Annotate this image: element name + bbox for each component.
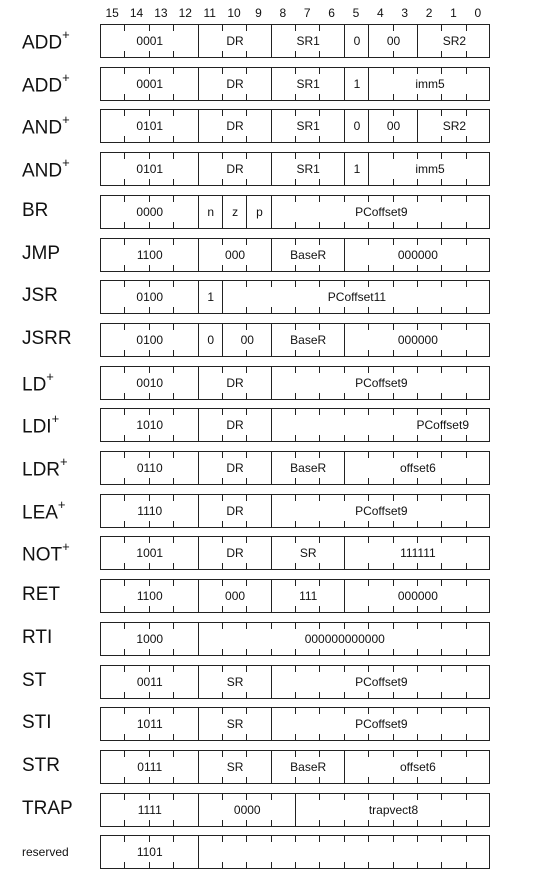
field-separator [344,537,345,569]
encoding-field: z [232,204,239,219]
encoding-row [100,152,490,186]
instruction-mnemonic: ADD [22,32,63,54]
field-separator [198,153,199,185]
field-separator [198,281,199,313]
encoding-field: SR [299,546,317,561]
field-separator [271,25,272,57]
encoding-field: 1111 [137,802,162,817]
bit-number-label: 3 [401,6,409,20]
encoding-row [100,579,490,613]
instruction-name [22,157,70,182]
condition-code-marker: + [46,368,54,384]
instruction-name [22,755,60,777]
field-separator [271,495,272,527]
field-separator [368,110,369,142]
condition-code-marker: + [51,411,60,427]
bit-number-label: 14 [129,6,144,20]
encoding-field: 0001 [136,34,164,48]
encoding-field: offset6 [399,759,436,774]
encoding-field: 00 [386,34,401,48]
instruction-name [22,456,68,481]
instruction-name [22,627,52,649]
condition-code-marker: + [62,155,70,171]
encoding-field: 1011 [136,717,163,732]
field-separator [344,110,345,142]
encoding-field: BaseR [290,461,327,475]
encoding-field: imm5 [415,76,445,91]
encoding-field: 0000 [233,802,261,817]
field-separator [198,25,199,57]
encoding-field: PCoffset11 [327,290,387,305]
encoding-row [100,835,490,869]
encoding-field: imm5 [415,162,445,177]
encoding-field: BaseR [290,759,327,774]
instruction-mnemonic: BR [22,199,49,221]
encoding-field: SR [226,759,244,774]
encoding-row [100,622,490,656]
field-separator [271,452,272,484]
encoding-row [100,665,490,699]
field-separator [271,324,272,356]
field-separator [271,580,272,612]
encoding-field: 1000 [136,631,164,646]
field-separator [271,110,272,142]
bit-number-label: 2 [425,6,433,20]
encoding-row [100,323,490,357]
instruction-name [22,541,70,566]
field-separator [198,794,199,826]
encoding-field: 0001 [136,76,164,91]
encoding-field: 0101 [136,119,164,134]
field-separator [198,623,199,655]
instruction-name [22,845,69,859]
encoding-row [100,109,490,143]
encoding-field: 00 [386,119,401,134]
encoding-field: 0011 [136,674,163,689]
condition-code-marker: + [62,539,70,555]
condition-code-marker: + [57,496,66,512]
encoding-field: 1001 [136,546,164,561]
instruction-name [22,200,48,222]
instruction-name [22,69,70,97]
bit-number-label: 8 [279,6,287,20]
encoding-field: PCoffset9 [416,418,469,433]
encoding-field: 000000000000 [304,631,385,646]
field-separator [368,68,369,100]
encoding-field: 000000 [397,247,438,262]
instruction-mnemonic: LEA [22,502,58,524]
encoding-row [100,793,490,827]
encoding-field: 0110 [136,461,163,475]
encoding-row [100,195,490,229]
field-separator [271,68,272,100]
field-separator [198,537,199,569]
field-separator [417,25,418,57]
bit-number-label: 5 [352,6,360,20]
field-separator [271,153,272,185]
encoding-field: DR [226,375,244,390]
encoding-field: BaseR [290,247,327,262]
field-separator [271,196,272,228]
bit-number-label: 11 [203,6,216,20]
field-separator [271,239,272,271]
encoding-field: SR [226,674,244,689]
instruction-name [22,798,73,820]
field-separator [295,794,296,826]
encoding-field: offset6 [399,461,436,475]
encoding-row [100,280,490,314]
instruction-name [22,328,72,350]
encoding-field: 0100 [136,290,164,305]
instruction-mnemonic: STR [22,754,60,776]
field-separator [198,751,199,783]
encoding-field: 1100 [136,247,163,262]
encoding-field: PCoffset9 [355,375,408,390]
bit-number-label: 12 [178,6,192,20]
field-separator [198,324,199,356]
field-separator [344,324,345,356]
field-separator [198,495,199,527]
encoding-field: SR1 [296,119,320,134]
encoding-field: 0100 [136,332,164,347]
instruction-mnemonic: RTI [22,626,53,648]
encoding-row [100,238,490,272]
condition-code-marker: + [60,454,68,469]
encoding-row [100,707,490,741]
encoding-field: SR1 [296,34,320,48]
instruction-mnemonic: STI [22,712,52,734]
encoding-field: 00 [240,332,254,347]
field-separator [344,239,345,271]
instruction-mnemonic: JMP [22,242,60,264]
encoding-row [100,494,490,528]
condition-code-marker: + [62,112,70,128]
instruction-name [22,712,52,734]
encoding-field: SR [226,717,244,732]
encoding-field: SR2 [442,119,467,134]
encoding-field: 0 [207,332,215,347]
encoding-field: BaseR [290,332,327,347]
instruction-mnemonic: AND [22,160,63,182]
condition-code-marker: + [62,27,70,42]
field-separator [271,367,272,399]
encoding-field: trapvect8 [368,802,419,817]
encoding-field: 000000 [397,589,438,604]
field-separator [417,110,418,142]
encoding-row [100,24,490,58]
field-separator [198,367,199,399]
encoding-field: DR [226,76,244,91]
encoding-field: 1110 [137,503,163,518]
field-separator [222,281,223,313]
field-separator [344,580,345,612]
instruction-name [22,496,66,524]
field-separator [222,324,223,356]
instruction-mnemonic: JSRR [22,327,72,349]
encoding-field: n [207,204,215,219]
encoding-field: 1101 [136,845,163,860]
instruction-name [22,368,54,396]
field-separator [368,25,369,57]
instruction-name [22,670,46,692]
encoding-field: 1010 [136,418,164,433]
encoding-field: 0 [353,34,361,48]
encoding-field: 0 [353,119,361,134]
encoding-field: 1 [353,162,361,177]
field-separator [271,537,272,569]
instruction-mnemonic: reserved [22,845,69,860]
field-separator [344,153,345,185]
instruction-mnemonic: AND [22,117,63,139]
bit-number-label: 1 [450,6,457,20]
field-separator [368,153,369,185]
field-separator [198,580,199,612]
encoding-row [100,408,490,442]
encoding-row [100,750,490,784]
bit-number-label: 6 [328,6,335,20]
field-separator [198,68,199,100]
field-separator [344,68,345,100]
encoding-field: 000 [225,247,246,262]
field-separator [198,239,199,271]
encoding-field: DR [226,162,244,177]
field-separator [271,708,272,740]
field-separator [344,25,345,57]
instruction-name [22,413,59,438]
encoding-field: 1 [353,76,361,91]
field-separator [271,409,272,441]
instruction-mnemonic: RET [22,584,60,606]
encoding-field: DR [226,461,244,475]
instruction-mnemonic: NOT [22,544,63,566]
condition-code-marker: + [62,69,70,85]
field-separator [198,452,199,484]
field-separator [198,836,199,868]
bit-number-label: 7 [303,6,311,20]
encoding-field: 0101 [136,162,164,177]
encoding-field: 111111 [400,546,436,561]
field-separator [198,409,199,441]
instruction-name [22,584,60,606]
encoding-field: 000 [225,589,246,604]
field-separator [344,452,345,484]
encoding-field: 000000 [397,332,438,347]
encoding-field: 1100 [136,589,163,604]
field-separator [344,751,345,783]
instruction-mnemonic: LD [22,373,47,395]
bit-number-label: 10 [227,6,241,20]
instruction-mnemonic: LDI [22,416,52,438]
bit-number-label: 0 [474,6,482,20]
field-separator [198,196,199,228]
encoding-field: SR1 [296,76,320,91]
encoding-field [199,836,492,868]
encoding-field: DR [226,418,244,433]
encoding-field: DR [226,119,244,134]
encoding-field: 0111 [137,759,163,774]
field-separator [222,196,223,228]
instruction-name [22,243,60,265]
encoding-field: PCoffset9 [355,717,408,732]
encoding-row [100,451,490,485]
instruction-name [22,29,70,54]
field-separator [198,110,199,142]
instruction-mnemonic: ST [22,669,47,691]
instruction-name [22,114,70,139]
encoding-field: 0000 [136,204,164,219]
encoding-field: PCoffset9 [355,503,408,518]
encoding-field: 111 [299,589,318,604]
encoding-field: 1 [207,290,215,305]
instruction-name [22,285,58,307]
encoding-field: 0010 [136,375,164,390]
field-separator [246,196,247,228]
encoding-row [100,67,490,101]
bit-number-label: 15 [105,6,119,20]
field-separator [271,666,272,698]
encoding-field: DR [226,34,244,48]
instruction-mnemonic: ADD [22,75,63,97]
encoding-field: DR [226,503,244,518]
bit-number-label: 13 [154,6,168,20]
encoding-field: p [256,204,263,219]
bit-number-label: 4 [376,6,384,20]
encoding-row [100,536,490,570]
instruction-mnemonic: LDR [22,459,61,481]
encoding-field: SR1 [296,162,320,177]
bit-number-label: 9 [255,6,262,20]
encoding-field: PCoffset9 [355,674,408,689]
field-separator [271,751,272,783]
field-separator [198,666,199,698]
encoding-field: PCoffset9 [355,204,408,219]
encoding-field: SR2 [442,34,467,48]
instruction-mnemonic: JSR [22,285,58,307]
encoding-field: DR [226,546,244,561]
encoding-row [100,366,490,400]
field-separator [198,708,199,740]
instruction-mnemonic: TRAP [22,797,73,819]
